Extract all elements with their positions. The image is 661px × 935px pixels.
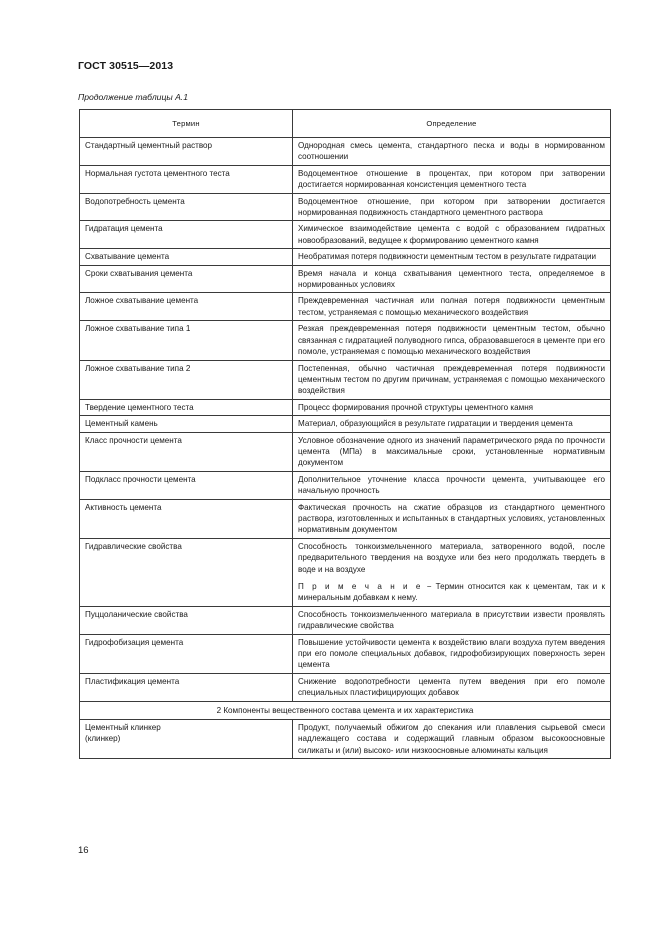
term-cell: Активность цемента — [80, 499, 293, 538]
definition-cell: Условное обозначение одного из значений параметрического ряда по прочности цемента (МПа) в максимальные сроки, установленные нормативным документом — [293, 432, 611, 471]
note — [298, 581, 605, 604]
term-cell: Водопотребность цемента — [80, 193, 293, 221]
table-row — [80, 499, 611, 538]
definition-text: Способность тонкоизмельченного материала, затворенного водой, после предварительного твердения на воздухе или без него продолжать твердеть в воде и на воздухе — [298, 541, 605, 574]
table-row — [80, 265, 611, 293]
term-cell: Цементный камень — [80, 416, 293, 432]
term-cell: Ложное схватывание цемента — [80, 293, 293, 321]
table-row — [80, 221, 611, 249]
page-number: 16 — [78, 845, 89, 856]
definition-cell: Фактическая прочность на сжатие образцов из стандартного цементного раствора, изготовленных и испытанных в стандартных условиях, установленных нормативным документом — [293, 499, 611, 538]
term-cell: Гидравлические свойства — [80, 538, 293, 606]
table-row — [80, 673, 611, 701]
definition-cell: Постепенная, обычно частичная преждевременная потеря подвижности цементным тестом по другим причинам, устраняемая с помощью механического воздействия — [293, 360, 611, 399]
definition-cell: Способность тонкоизмельченного материала в присутствии извести проявлять гидравлические свойства — [293, 606, 611, 634]
table-header-row — [80, 110, 611, 138]
definition-cell: Водоцементное отношение в процентах, при котором при затворении достигается нормированная консистенция цементного теста — [293, 165, 611, 193]
table-row — [80, 432, 611, 471]
table-row — [80, 471, 611, 499]
term-cell: Ложное схватывание типа 1 — [80, 321, 293, 360]
table-row — [80, 193, 611, 221]
table-row — [80, 360, 611, 399]
table-row — [80, 321, 611, 360]
term-cell: Подкласс прочности цемента — [80, 471, 293, 499]
table-row — [80, 165, 611, 193]
term-cell: Схватывание цемента — [80, 249, 293, 265]
section-heading: 2 Компоненты вещественного состава цемента и их характеристика — [80, 701, 611, 719]
table-row — [80, 720, 611, 759]
table-row — [80, 606, 611, 634]
table-continuation-caption: Продолжение таблицы А.1 — [78, 92, 188, 102]
definition-cell: Повышение устойчивости цемента к воздействию влаги воздуха путем введения при его помоле специальных добавок, гидрофобизирующих поверхность зерен цемента — [293, 634, 611, 673]
definition-cell: Дополнительное уточнение класса прочности цемента, учитывающее его начальную прочность — [293, 471, 611, 499]
definition-cell: Снижение водопотребности цемента путем введения при его помоле специальных пластифицирующих добавок — [293, 673, 611, 701]
table-row — [80, 416, 611, 432]
column-header-definition: Определение — [293, 110, 611, 138]
table-row — [80, 293, 611, 321]
column-header-term: Термин — [80, 110, 293, 138]
term-cell: Пластификация цемента — [80, 673, 293, 701]
table-row — [80, 249, 611, 265]
document-header: ГОСТ 30515—2013 — [78, 60, 174, 72]
note-text: − Термин относится как к цементам, так и к минеральным добавкам к нему. — [298, 582, 605, 603]
definition-cell: Резкая преждевременная потеря подвижности цементным тестом, обычно связанная с гидратацией полуводного гипса, образовавшегося в цементе при его помоле, устраняемая с помощью механического воздействия — [293, 321, 611, 360]
term-cell: Пуццоланические свойства — [80, 606, 293, 634]
definition-cell: Необратимая потеря подвижности цементным тестом в результате гидратации — [293, 249, 611, 265]
term-cell: Сроки схватывания цемента — [80, 265, 293, 293]
note-label: П р и м е ч а н и е — [298, 582, 423, 591]
term-cell: Гидрофобизация цемента — [80, 634, 293, 673]
definition-cell: Материал, образующийся в результате гидратации и твердения цемента — [293, 416, 611, 432]
definition-cell: Водоцементное отношение, при котором при затворении достигается нормированная подвижность стандартного цементного раствора — [293, 193, 611, 221]
term-cell: Гидратация цемента — [80, 221, 293, 249]
terms-table — [79, 109, 611, 759]
term-cell: Твердение цементного теста — [80, 399, 293, 415]
definition-cell: Преждевременная частичная или полная потеря подвижности цементным тестом, устраняемая с помощью механического воздействия — [293, 293, 611, 321]
table-row — [80, 399, 611, 415]
definition-cell — [293, 538, 611, 606]
definition-cell: Однородная смесь цемента, стандартного песка и воды в нормированном соотношении — [293, 138, 611, 166]
term-cell: Нормальная густота цементного теста — [80, 165, 293, 193]
table-row — [80, 538, 611, 606]
definition-cell: Время начала и конца схватывания цементного теста, определяемое в нормированных условиях — [293, 265, 611, 293]
table-row — [80, 634, 611, 673]
term-cell: Класс прочности цемента — [80, 432, 293, 471]
term-cell: Цементный клинкер (клинкер) — [80, 720, 293, 759]
definition-cell: Процесс формирования прочной структуры цементного камня — [293, 399, 611, 415]
section-heading-row — [80, 701, 611, 719]
definition-cell: Химическое взаимодействие цемента с водой с образованием гидратных новообразований, ведущее к формированию цементного камня — [293, 221, 611, 249]
table-row — [80, 138, 611, 166]
term-cell: Ложное схватывание типа 2 — [80, 360, 293, 399]
definition-cell: Продукт, получаемый обжигом до спекания или плавления сырьевой смеси надлежащего состава и содержащий главным образом высокоосновные силикаты и (или) высоко- или низкоосновные алюминаты кальция — [293, 720, 611, 759]
term-cell: Стандартный цементный раствор — [80, 138, 293, 166]
